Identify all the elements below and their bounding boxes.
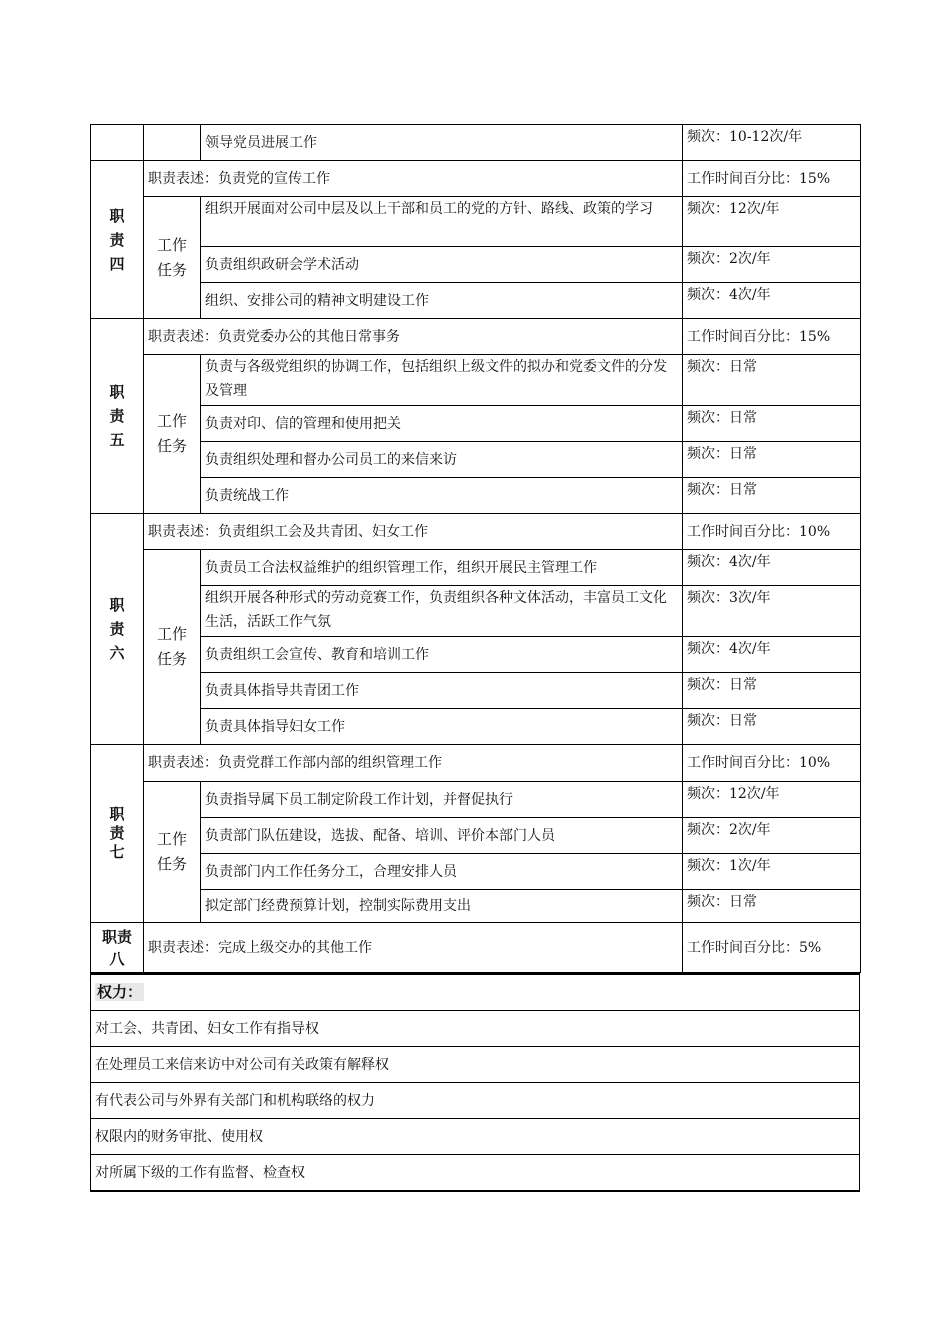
duty-description: 职责表述：负责党的宣传工作 bbox=[144, 161, 683, 197]
task-frequency: 频次：日常 bbox=[683, 355, 861, 406]
right-item: 对工会、共青团、妇女工作有指导权 bbox=[91, 1011, 860, 1047]
task-text: 负责组织政研会学术活动 bbox=[201, 247, 683, 283]
task-text: 负责组织工会宣传、教育和培训工作 bbox=[201, 637, 683, 673]
task-frequency: 频次：4次/年 bbox=[683, 637, 861, 673]
right-item: 有代表公司与外界有关部门和机构联络的权力 bbox=[91, 1083, 860, 1119]
time-percentage: 工作时间百分比：15% bbox=[683, 161, 861, 197]
task-text: 负责与各级党组织的协调工作，包括组织上级文件的拟办和党委文件的分发及管理 bbox=[201, 355, 683, 406]
task-frequency: 频次：12次/年 bbox=[683, 782, 861, 818]
duty-description: 职责表述：负责党委办公的其他日常事务 bbox=[144, 319, 683, 355]
duty-label: 职 责 五 bbox=[91, 319, 144, 514]
task-label: 工作 任务 bbox=[144, 355, 201, 514]
right-item: 权限内的财务审批、使用权 bbox=[91, 1119, 860, 1155]
duty-label: 职 责 七 bbox=[91, 745, 144, 923]
task-frequency: 频次：日常 bbox=[683, 478, 861, 514]
duty-description: 职责表述：负责党群工作部内部的组织管理工作 bbox=[144, 745, 683, 782]
task-frequency: 频次：3次/年 bbox=[683, 586, 861, 637]
rights-title: 权力： bbox=[97, 983, 143, 1001]
task-text: 负责对印、信的管理和使用把关 bbox=[201, 406, 683, 442]
task-text: 领导党员进展工作 bbox=[201, 125, 683, 161]
task-frequency: 频次：日常 bbox=[683, 673, 861, 709]
blank-cell bbox=[144, 125, 201, 161]
task-text: 负责指导属下员工制定阶段工作计划，并督促执行 bbox=[201, 782, 683, 818]
time-percentage: 工作时间百分比：5% bbox=[683, 923, 861, 973]
task-text: 拟定部门经费预算计划，控制实际费用支出 bbox=[201, 890, 683, 923]
duty-description: 职责表述：负责组织工会及共青团、妇女工作 bbox=[144, 514, 683, 550]
duty-label: 职责 八 bbox=[91, 923, 144, 973]
duty-label: 职 责 六 bbox=[91, 514, 144, 745]
task-text: 负责具体指导妇女工作 bbox=[201, 709, 683, 745]
task-label: 工作 任务 bbox=[144, 197, 201, 319]
task-text: 负责组织处理和督办公司员工的来信来访 bbox=[201, 442, 683, 478]
task-frequency: 频次：12次/年 bbox=[683, 197, 861, 247]
right-item: 在处理员工来信来访中对公司有关政策有解释权 bbox=[91, 1047, 860, 1083]
task-label: 工作 任务 bbox=[144, 782, 201, 923]
duty-description: 职责表述：完成上级交办的其他工作 bbox=[144, 923, 683, 973]
right-item: 对所属下级的工作有监督、检查权 bbox=[91, 1155, 860, 1192]
task-text: 组织开展各种形式的劳动竞赛工作，负责组织各种文体活动，丰富员工文化生活，活跃工作气氛 bbox=[201, 586, 683, 637]
task-frequency: 频次：4次/年 bbox=[683, 283, 861, 319]
rights-heading-cell bbox=[91, 974, 860, 1011]
duty-label: 职 责 四 bbox=[91, 161, 144, 319]
time-percentage: 工作时间百分比：15% bbox=[683, 319, 861, 355]
task-text: 负责统战工作 bbox=[201, 478, 683, 514]
blank-cell bbox=[91, 125, 144, 161]
task-text: 负责部门内工作任务分工，合理安排人员 bbox=[201, 854, 683, 890]
time-percentage: 工作时间百分比：10% bbox=[683, 745, 861, 782]
rights-table bbox=[90, 973, 860, 1192]
time-percentage: 工作时间百分比：10% bbox=[683, 514, 861, 550]
task-text: 组织、安排公司的精神文明建设工作 bbox=[201, 283, 683, 319]
task-frequency: 频次：日常 bbox=[683, 406, 861, 442]
task-frequency: 频次：1次/年 bbox=[683, 854, 861, 890]
task-text: 组织开展面对公司中层及以上干部和员工的党的方针、路线、政策的学习 bbox=[201, 197, 683, 247]
task-frequency: 频次：日常 bbox=[683, 442, 861, 478]
task-frequency: 频次：日常 bbox=[683, 709, 861, 745]
task-frequency: 频次：10-12次/年 bbox=[683, 125, 861, 161]
task-frequency: 频次：2次/年 bbox=[683, 818, 861, 854]
task-label: 工作 任务 bbox=[144, 550, 201, 745]
task-frequency: 频次：日常 bbox=[683, 890, 861, 923]
task-text: 负责具体指导共青团工作 bbox=[201, 673, 683, 709]
task-frequency: 频次：4次/年 bbox=[683, 550, 861, 586]
job-description-sheet bbox=[90, 124, 860, 1192]
duties-table bbox=[90, 124, 861, 973]
task-text: 负责员工合法权益维护的组织管理工作，组织开展民主管理工作 bbox=[201, 550, 683, 586]
task-frequency: 频次：2次/年 bbox=[683, 247, 861, 283]
task-text: 负责部门队伍建设，选拔、配备、培训、评价本部门人员 bbox=[201, 818, 683, 854]
